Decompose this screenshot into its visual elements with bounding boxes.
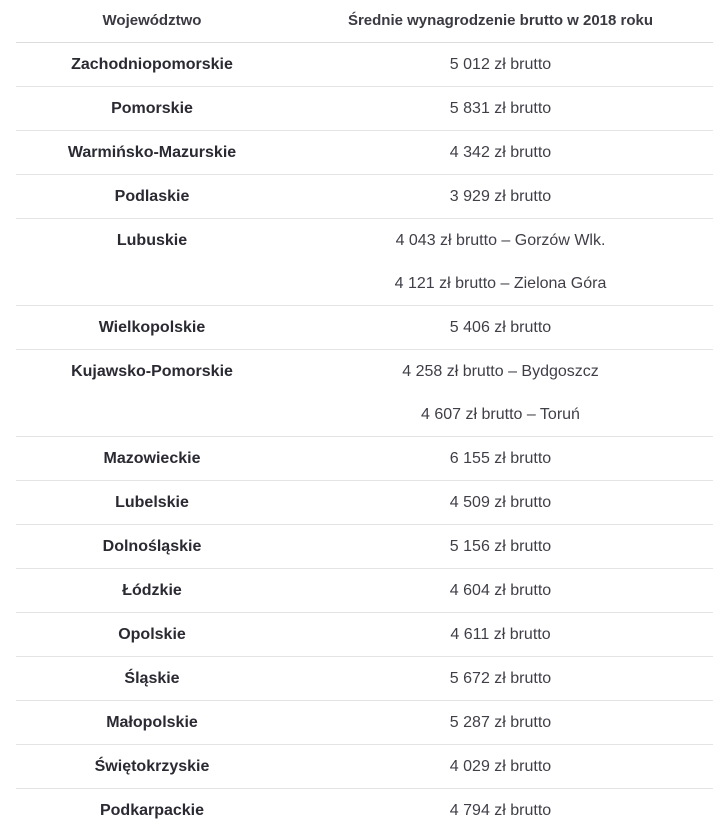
salary-value: 4 794 zł brutto	[449, 802, 552, 819]
region-name: Mazowieckie	[103, 450, 201, 467]
salary-value: 5 156 zł brutto	[449, 538, 552, 555]
region-name: Małopolskie	[106, 714, 198, 731]
salary-value: 5 406 zł brutto	[449, 319, 552, 336]
salary-value: 4 258 zł brutto – Bydgoszcz	[402, 363, 599, 380]
salary-value: 6 155 zł brutto	[449, 450, 552, 467]
salary-cell	[288, 175, 713, 218]
table-row	[16, 657, 713, 701]
region-name: Pomorskie	[111, 100, 193, 117]
table-row	[16, 745, 713, 789]
salary-value: 5 287 zł brutto	[449, 714, 552, 731]
salary-value: 4 604 zł brutto	[449, 582, 552, 599]
salary-cell	[288, 569, 713, 612]
region-name: Podlaskie	[114, 188, 190, 205]
salary-table	[16, 0, 713, 832]
region-name: Wielkopolskie	[98, 319, 206, 336]
header-salary: Średnie wynagrodzenie brutto w 2018 roku	[347, 12, 654, 29]
region-name: Podkarpackie	[99, 802, 205, 819]
table-row	[16, 87, 713, 131]
region-name: Śląskie	[124, 670, 180, 687]
salary-value: 3 929 zł brutto	[449, 188, 552, 205]
table-header	[16, 0, 713, 43]
salary-value: 4 611 zł brutto	[450, 626, 551, 643]
region-name: Dolnośląskie	[102, 538, 202, 555]
region-name: Zachodniopomorskie	[71, 56, 233, 73]
table-row	[16, 613, 713, 657]
salary-cell	[288, 613, 713, 656]
salary-value: 4 029 zł brutto	[449, 758, 552, 775]
salary-value: 4 043 zł brutto – Gorzów Wlk.	[395, 232, 606, 249]
salary-cell	[288, 219, 713, 305]
region-name: Lubuskie	[116, 232, 188, 249]
table-row	[16, 131, 713, 175]
salary-value: 4 509 zł brutto	[449, 494, 552, 511]
region-name: Opolskie	[118, 626, 186, 643]
table-row	[16, 481, 713, 525]
table-row	[16, 525, 713, 569]
salary-cell	[288, 789, 713, 832]
table-row	[16, 175, 713, 219]
table-row	[16, 219, 713, 306]
region-name: Łódzkie	[122, 582, 182, 599]
table-row	[16, 43, 713, 87]
salary-cell	[288, 481, 713, 524]
table-body	[16, 43, 713, 832]
salary-cell	[288, 350, 713, 436]
salary-cell	[288, 525, 713, 568]
region-name: Świętokrzyskie	[94, 758, 210, 775]
table-row	[16, 437, 713, 481]
table-row	[16, 569, 713, 613]
region-name: Lubelskie	[115, 494, 189, 511]
table-row	[16, 789, 713, 832]
salary-value: 5 012 zł brutto	[449, 56, 552, 73]
salary-value: 4 607 zł brutto – Toruń	[421, 406, 580, 423]
salary-value: 4 121 zł brutto – Zielona Góra	[394, 275, 607, 292]
salary-cell	[288, 131, 713, 174]
salary-cell	[288, 43, 713, 86]
region-name: Warmińsko-Mazurskie	[67, 144, 237, 161]
salary-value: 5 672 zł brutto	[449, 670, 552, 687]
salary-cell	[288, 306, 713, 349]
salary-cell	[288, 87, 713, 130]
salary-cell	[288, 701, 713, 744]
salary-cell	[288, 437, 713, 480]
table-row	[16, 350, 713, 437]
table-row	[16, 306, 713, 350]
region-name: Kujawsko-Pomorskie	[71, 363, 233, 380]
salary-cell	[288, 745, 713, 788]
salary-value: 5 831 zł brutto	[449, 100, 552, 117]
header-region: Województwo	[102, 12, 202, 29]
salary-cell	[288, 657, 713, 700]
salary-value: 4 342 zł brutto	[449, 144, 552, 161]
table-row	[16, 701, 713, 745]
